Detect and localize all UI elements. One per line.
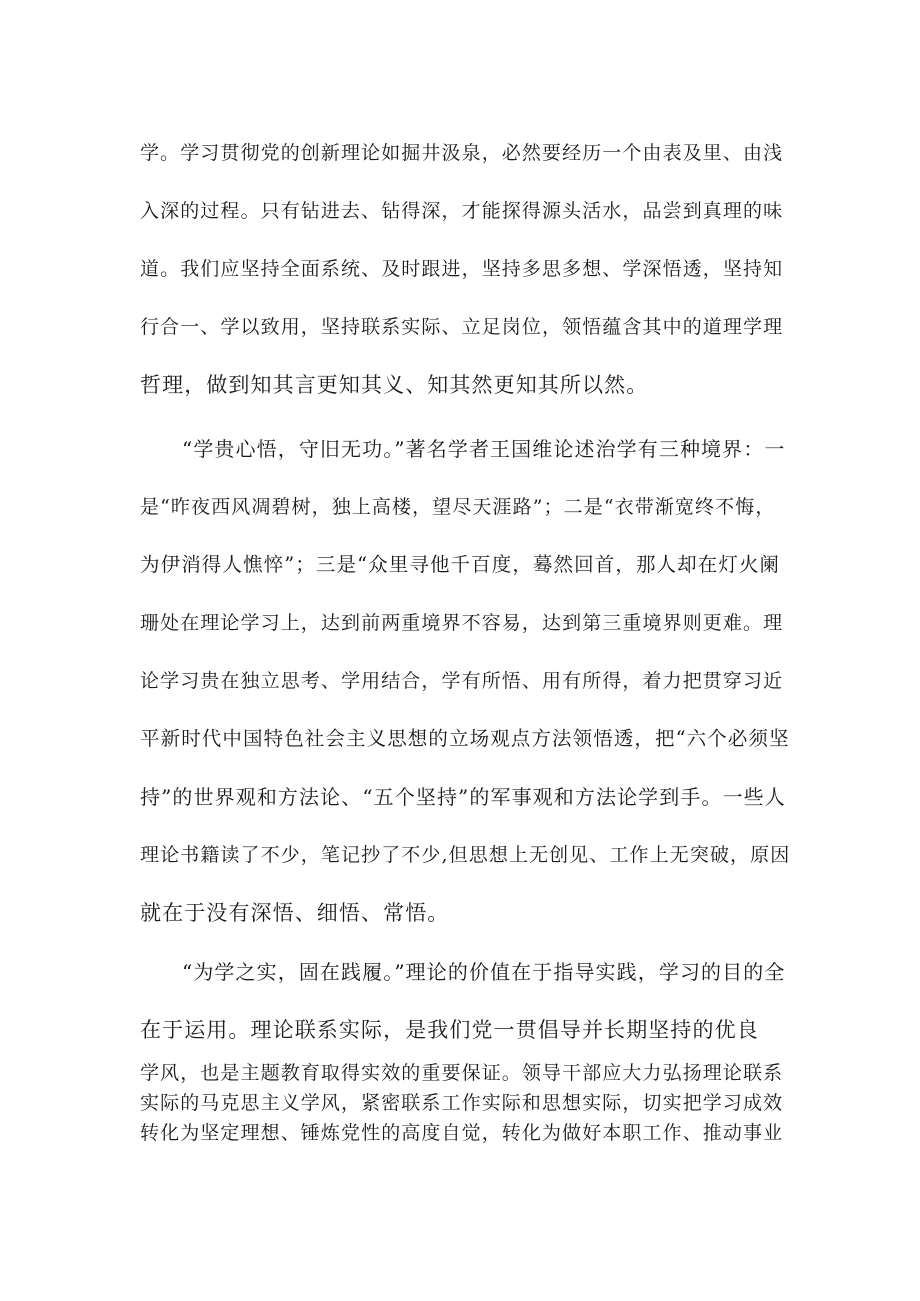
text-line: 学风，也是主题教育取得实效的重要保证。领导干部应大力弘扬理论联系 (140, 1062, 784, 1084)
text-line: 入深的过程。只有钻进去、钻得深，才能探得源头活水，品尝到真理的味 (140, 200, 784, 222)
text-line: 就在于没有深悟、细悟、常悟。 (140, 901, 450, 925)
text-line: 论学习贵在独立思考、学用结合，学有所悟、用有所得，着力把贯穿习近 (140, 670, 784, 692)
text-line: 珊处在理论学习上，达到前两重境界不容易，达到第三重境界则更难。理 (140, 612, 784, 634)
text-line: 学。学习贯彻党的创新理论如掘井汲泉，必然要经历一个由表及里、由浅 (140, 142, 784, 164)
text-line: 实际的马克思主义学风，紧密联系工作实际和思想实际，切实把学习成效 (140, 1092, 784, 1114)
text-line: 平新时代中国特色社会主义思想的立场观点方法领悟透，把“六个必须坚 (140, 727, 790, 750)
paragraph-2 (140, 420, 790, 942)
text-line: 是“昨夜西风凋碧树，独上高楼，望尽天涯路”；二是“衣带渐宽终不悔， (140, 496, 776, 518)
text-line: 持”的世界观和方法论、“五个坚持”的军事观和方法论学到手。一些人 (140, 785, 786, 809)
text-line: 理论书籍读了不少，笔记抄了不少,但思想上无创见、工作上无突破，原因 (140, 844, 791, 866)
text-line: “学贵心悟，守旧无功。”著名学者王国维论述治学有三种境界：一 (182, 437, 786, 461)
text-line: 为伊消得人憔悴”；三是“众里寻他千百度，蓦然回首，那人却在灯火阑 (140, 553, 781, 576)
text-line: 在于运用。理论联系实际，是我们党一贯倡导并长期坚持的优良 (140, 1018, 759, 1042)
text-line: 哲理，做到知其言更知其义、知其然更知其所以然。 (140, 373, 649, 397)
paragraph-3 (140, 943, 790, 1059)
text-line: 道。我们应坚持全面系统、及时跟进，坚持多思多想、学深悟透，坚持知 (140, 258, 784, 280)
text-line: 行合一、学以致用，坚持联系实际、立足岗位，领悟蕴含其中的道理学理 (140, 316, 784, 338)
text-line: 转化为坚定理想、锤炼党性的高度自觉，转化为做好本职工作、推动事业 (140, 1122, 784, 1144)
paragraph-1 (140, 124, 790, 414)
paragraph-4 (140, 1058, 790, 1148)
text-line: “为学之实，固在践履。”理论的价值在于指导实践，学习的目的全 (182, 960, 786, 984)
